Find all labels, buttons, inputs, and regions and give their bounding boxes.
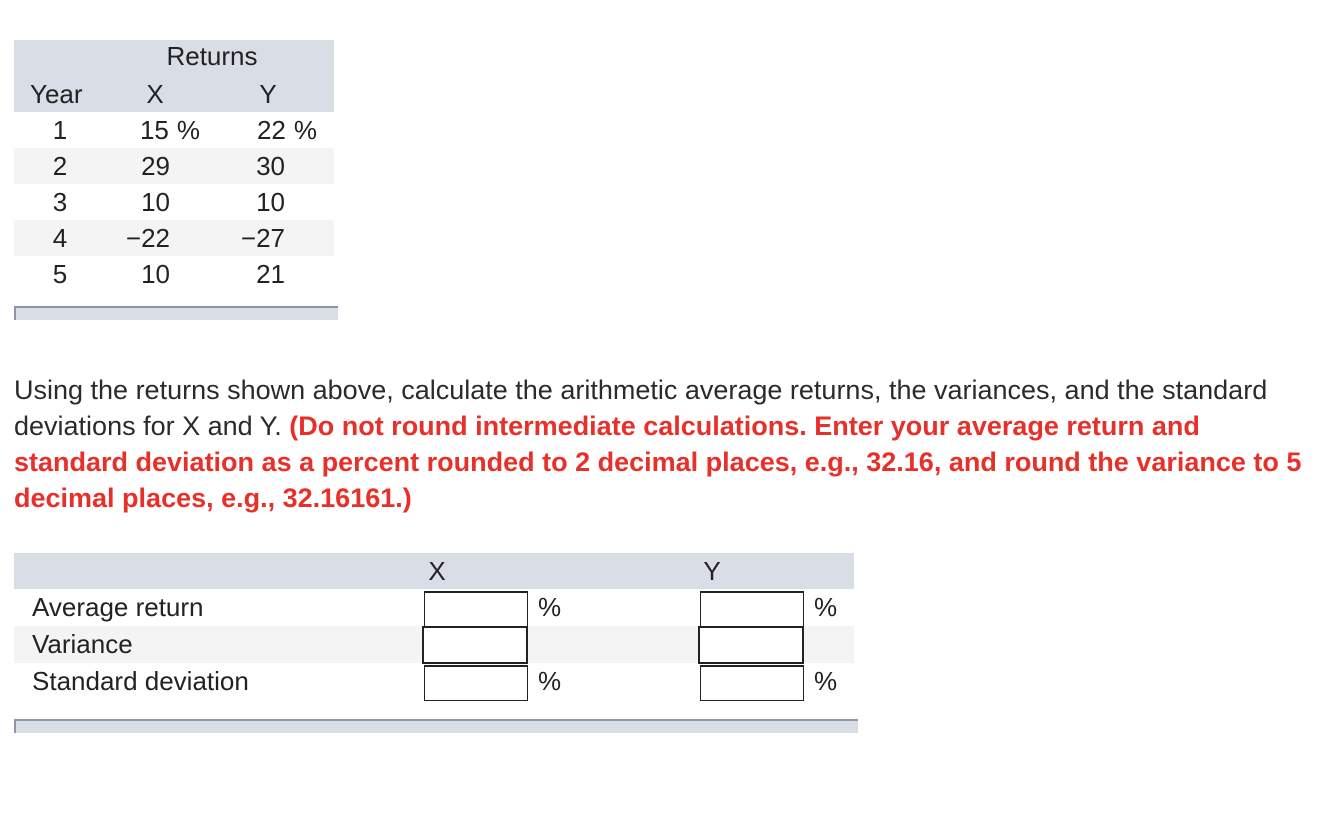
returns-column-header-row [14, 76, 334, 112]
average-return-label: Average return [32, 592, 204, 622]
standard-deviation-label: Standard deviation [32, 666, 249, 696]
year-cell: 3 [52, 187, 68, 217]
percent-unit: % [538, 666, 562, 696]
variance-y-input[interactable] [698, 626, 804, 664]
answer-row-average-return [14, 589, 854, 626]
answer-y-column-header: Y [703, 556, 721, 586]
answer-row-standard-deviation [14, 663, 854, 700]
answer-table [14, 553, 854, 700]
question-instructions: (Do not round intermediate calculations. Enter your average return and standard deviation as a percent rounded to 2 decimal places, e.g., 32.16, and round the variance to 5 decimal places, e.g., 32.16161.) [14, 411, 1302, 513]
returns-group-header-row [14, 40, 334, 76]
answer-row-variance [14, 626, 854, 663]
returns-group-header: Returns [166, 41, 258, 71]
x-return-cell: 15 % [139, 115, 200, 145]
standard-deviation-y-input[interactable] [700, 665, 804, 701]
y-return-cell: 22 % [256, 115, 317, 145]
table-row [14, 148, 334, 184]
y-return-cell: 10 [256, 187, 285, 217]
table-row [14, 256, 334, 292]
variance-x-input[interactable] [422, 626, 528, 664]
year-cell: 4 [52, 223, 68, 253]
table-row [14, 112, 334, 148]
returns-table [14, 40, 334, 292]
question-body: Using the returns shown above, calculate the arithmetic average returns, the variances, and the standard deviations for X and Y. [14, 375, 1268, 441]
average-return-y-input[interactable] [700, 591, 804, 627]
percent-unit: % [814, 666, 838, 696]
x-return-cell: 10 [141, 259, 170, 289]
y-return-cell: 30 [256, 151, 285, 181]
x-column-header: X [146, 79, 164, 109]
question-text [14, 372, 1304, 516]
answer-x-column-header: X [428, 556, 446, 586]
variance-label: Variance [32, 629, 133, 659]
year-cell: 5 [52, 259, 68, 289]
standard-deviation-x-input[interactable] [424, 665, 528, 701]
percent-sign: % [293, 115, 317, 145]
returns-table-footer [14, 306, 338, 320]
table-row [14, 220, 334, 256]
y-return-cell: 21 [256, 259, 285, 289]
year-cell: 1 [52, 115, 68, 145]
year-column-header: Year [30, 79, 83, 109]
average-return-x-input[interactable] [424, 591, 528, 627]
x-return-cell: −22 [125, 223, 170, 253]
percent-unit: % [814, 592, 838, 622]
answer-header-row [14, 553, 854, 589]
x-return-cell: 10 [141, 187, 170, 217]
percent-sign: % [176, 115, 200, 145]
percent-unit: % [538, 592, 562, 622]
y-return-cell: −27 [240, 223, 285, 253]
answer-table-footer [14, 719, 858, 733]
year-cell: 2 [52, 151, 68, 181]
x-return-cell: 29 [141, 151, 170, 181]
y-column-header: Y [259, 79, 277, 109]
table-row [14, 184, 334, 220]
